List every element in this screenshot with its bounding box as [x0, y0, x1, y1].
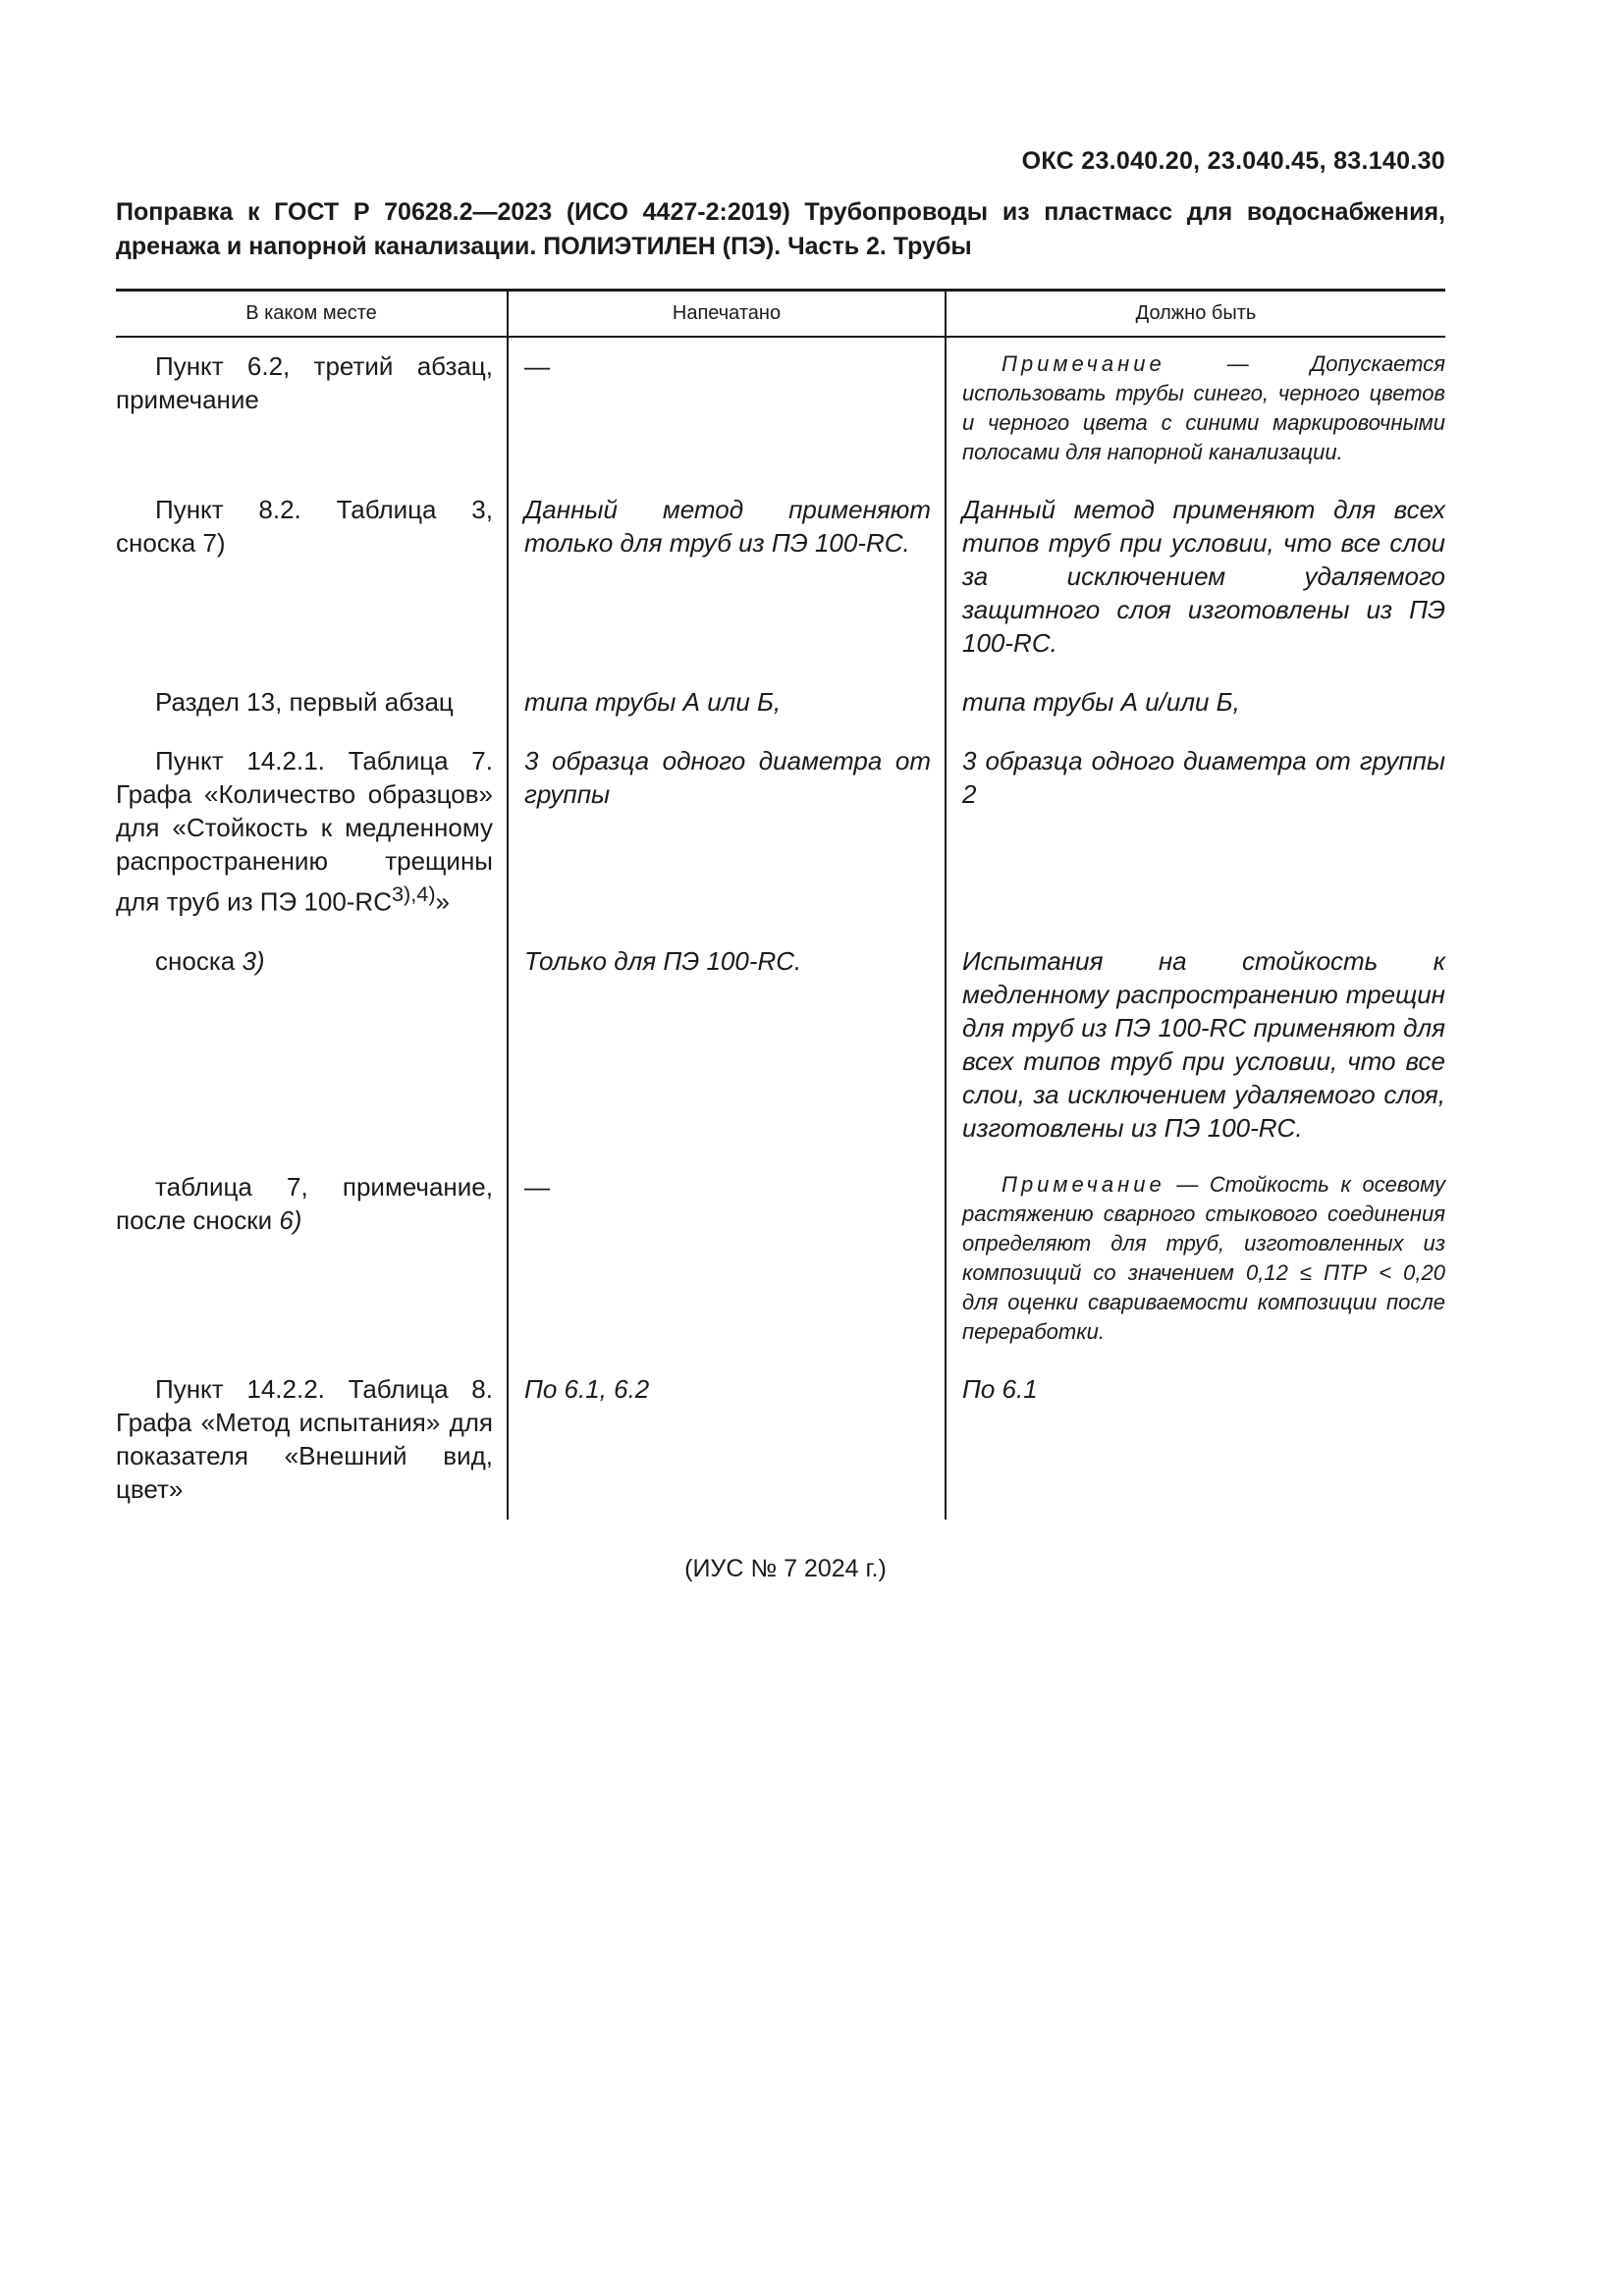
footnote-marks: 3),4) [392, 881, 436, 906]
where-text: Пункт 6.2, третий абзац, примечание [116, 351, 493, 414]
should-be-text: Данный метод применяют для всех типов труб при условии, что все слои за исключением удаляемого защитного слоя изготовлены из ПЭ 100-RC. [962, 495, 1445, 658]
cell-should-be [946, 933, 1445, 1158]
should-be-text: По 6.1 [962, 1373, 1038, 1404]
table-row [116, 933, 1445, 1158]
cell-where [116, 732, 508, 933]
where-closing-quote: » [435, 886, 450, 917]
table-row [116, 1361, 1445, 1520]
table-row [116, 1158, 1445, 1361]
cell-should-be [946, 1361, 1445, 1520]
cell-printed [508, 337, 946, 481]
note-label: Примечание [1001, 1171, 1165, 1197]
cell-should-be [946, 1158, 1445, 1361]
cell-where [116, 933, 508, 1158]
cell-where [116, 337, 508, 481]
where-text: Пункт 14.2.2. Таблица 8. Графа «Метод испытания» для показателя «Внешний вид, цвет» [116, 1373, 493, 1504]
should-be-text: 3 образца одного диаметра от группы 2 [962, 746, 1445, 809]
where-text: Пункт 14.2.1. Таблица 7. Графа «Количество образцов» для «Стойкость к медленному распространению трещины для труб из ПЭ 100-RC [116, 746, 493, 917]
amendment-table [116, 289, 1445, 1520]
printed-dash: — [524, 351, 550, 381]
column-header-where: В каком месте [245, 302, 377, 324]
footnote-ref: 6) [279, 1204, 302, 1235]
cell-where [116, 481, 508, 673]
table-row [116, 673, 1445, 732]
cell-printed [508, 933, 946, 1158]
cell-where [116, 1361, 508, 1520]
cell-should-be [946, 337, 1445, 481]
cell-printed [508, 673, 946, 732]
where-text: Пункт 8.2. Таблица 3, сноска 7) [116, 495, 493, 558]
should-be-text: типа трубы А и/или Б, [962, 687, 1240, 717]
should-be-text: Испытания на стойкость к медленному распространению трещин для труб из ПЭ 100-RC применяют для всех типов труб при условии, что все слои, за исключением удаляемого слоя, изготовлены из ПЭ 100-RC. [962, 945, 1445, 1143]
where-text: сноска [155, 945, 243, 976]
cell-printed [508, 481, 946, 673]
table-header-row [116, 291, 1445, 338]
cell-where [116, 673, 508, 732]
cell-where [116, 1158, 508, 1361]
note-text [962, 349, 1445, 467]
cell-should-be [946, 732, 1445, 933]
column-header-should-be: Должно быть [946, 291, 1445, 338]
printed-text: типа трубы А или Б, [524, 687, 782, 717]
where-text: таблица 7, примечание, после сноски [116, 1171, 493, 1235]
cell-should-be [946, 673, 1445, 732]
printed-text: Данный метод применяют только для труб из ПЭ 100-RC. [524, 495, 931, 558]
where-text: Раздел 13, первый абзац [155, 687, 454, 717]
table-row [116, 481, 1445, 673]
note-body: — Стойкость к осевому растяжению сварного стыкового соединения определяют для труб, изготовленных из композиций со значением 0,12 ≤ ПТР < 0,20 для оценки свариваемости композиции после переработки. [962, 1171, 1445, 1344]
classification-code: ОКС 23.040.20, 23.040.45, 83.140.30 [1021, 147, 1445, 175]
cell-printed [508, 1361, 946, 1520]
document-title: Поправка к ГОСТ Р 70628.2—2023 (ИСО 4427-2:2019) Трубопроводы из пластмасс для водоснабжения, дренажа и напорной канализации. ПОЛИЭТИЛЕН (ПЭ). Часть 2. Трубы [116, 198, 1445, 260]
cell-printed [508, 732, 946, 933]
column-header-printed: Напечатано [508, 291, 946, 338]
printed-dash: — [524, 1171, 550, 1201]
printed-text: По 6.1, 6.2 [524, 1373, 650, 1404]
table-row [116, 337, 1445, 481]
cell-printed [508, 1158, 946, 1361]
note-text [962, 1170, 1445, 1347]
note-body: — Допускается использовать трубы синего, черного цветов и черного цвета с синими маркировочными полосами для напорной канализации. [962, 351, 1445, 464]
printed-text: 3 образца одного диаметра от группы [524, 746, 931, 809]
publication-footer: (ИУС № 7 2024 г.) [684, 1555, 887, 1582]
note-label: Примечание [1001, 351, 1165, 376]
printed-text: Только для ПЭ 100-RC. [524, 945, 802, 976]
table-row [116, 732, 1445, 933]
footnote-ref: 3) [242, 945, 265, 976]
cell-should-be [946, 481, 1445, 673]
